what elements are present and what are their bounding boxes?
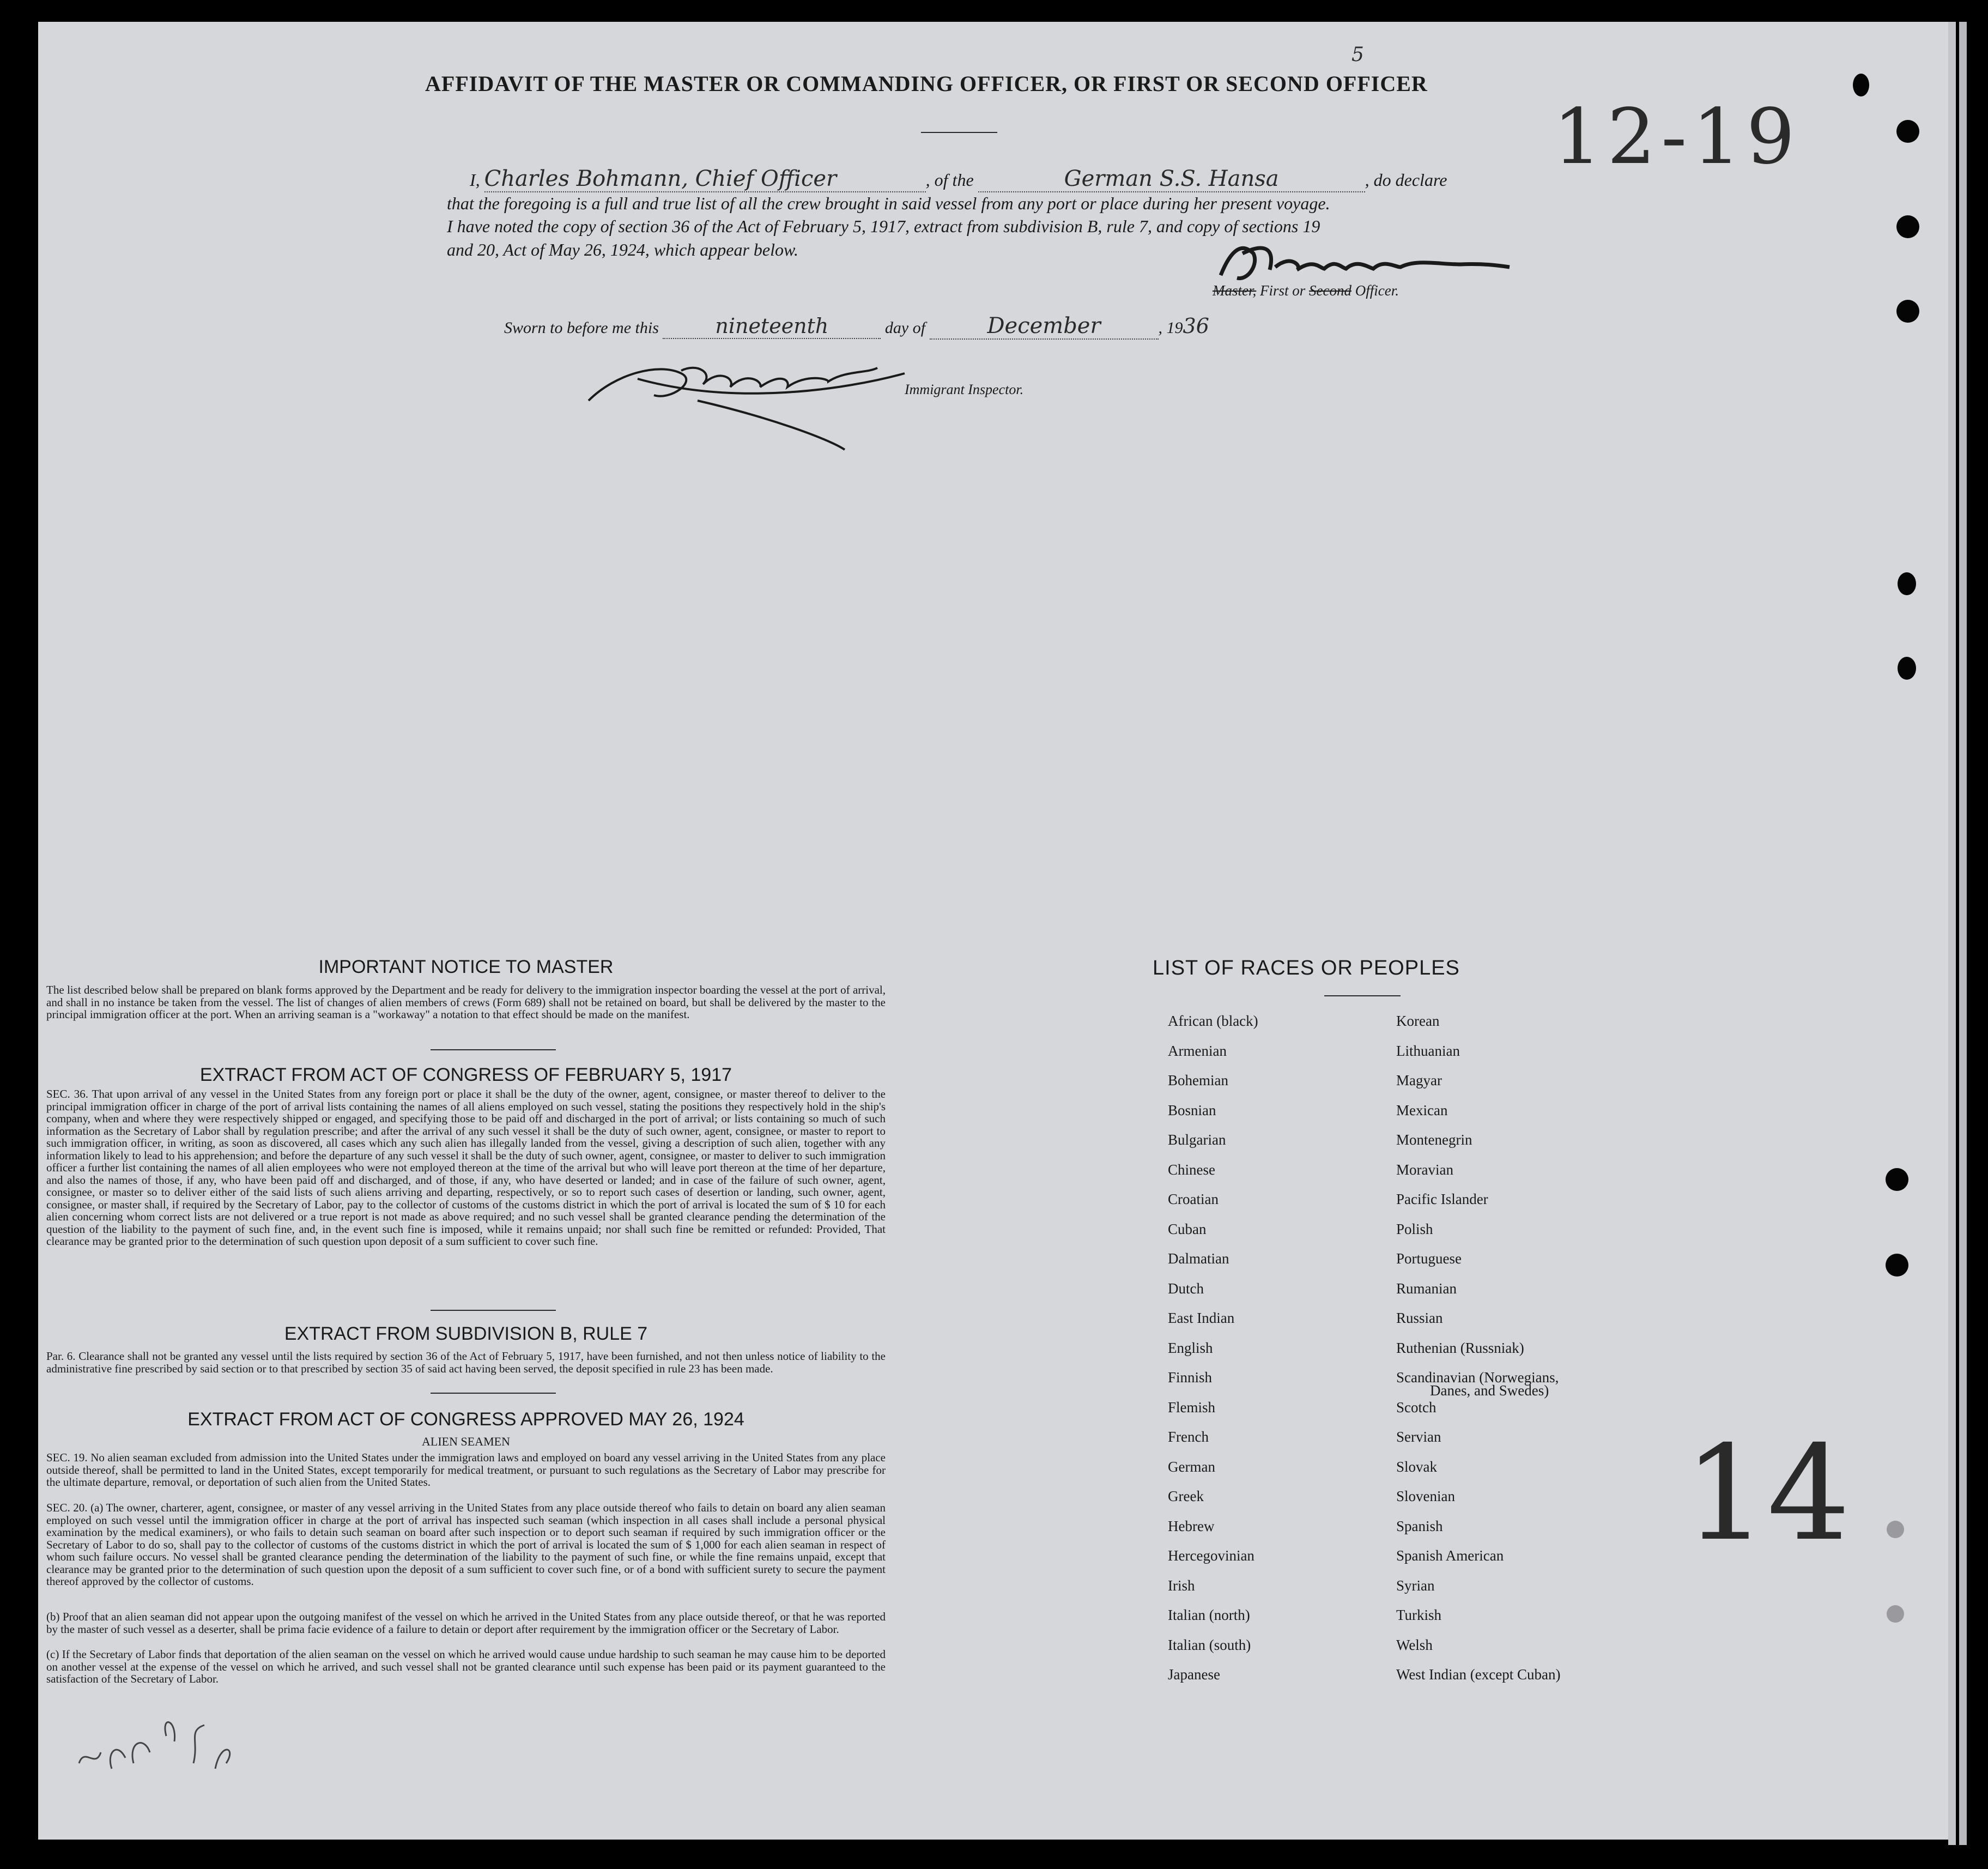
section-divider	[431, 1310, 556, 1311]
affidavit-line-4: and 20, Act of May 26, 1924, which appear below.	[447, 240, 798, 259]
officer-suffix: Officer.	[1355, 282, 1399, 299]
declarant-name: Charles Bohmann, Chief Officer	[484, 166, 926, 192]
race-item: Scandinavian (Norwegians,	[1396, 1369, 1559, 1386]
race-item: Servian	[1396, 1429, 1441, 1445]
race-item: Spanish	[1396, 1517, 1443, 1534]
corner-number: 12-19	[1553, 93, 1801, 182]
punch-hole	[1887, 1605, 1904, 1623]
races-divider	[1324, 995, 1401, 996]
race-item: Turkish	[1396, 1607, 1442, 1623]
punch-hole	[1896, 120, 1919, 143]
race-item: Slovenian	[1396, 1488, 1455, 1504]
extract-1924-sec20c: (c) If the Secretary of Labor finds that deportation of the alien seaman on the vessel on which he arrived would cause undue hardship to such seaman he may cause him to be deported on another vessel at the expense of the vessel on which he arrived, and such vessel shall not be granted clearance until such expense has been paid or its payment guaranteed to the satisfaction of the Secretary of Labor.	[46, 1648, 886, 1685]
race-item: Bulgarian	[1168, 1132, 1226, 1148]
race-item: Mexican	[1396, 1102, 1448, 1118]
extract-1924-subtitle: ALIEN SEAMEN	[422, 1435, 510, 1448]
top-mark: 5	[1351, 44, 1364, 66]
race-item: West Indian (except Cuban)	[1396, 1666, 1561, 1683]
race-item: Armenian	[1168, 1042, 1227, 1059]
extract-rule7-text: Par. 6. Clearance shall not be granted any vessel until the lists required by section 36 of the Act of February 5, 1917, have been furnished, and not then unless notice of liability to the administrative fine prescribed by said section or to that prescribed by section 35 of said act having been served, the deposit specified in rule 23 has been made.	[46, 1350, 886, 1375]
officer-second: Second	[1309, 282, 1351, 299]
race-item: Dalmatian	[1168, 1250, 1229, 1267]
sworn-year: 36	[1183, 314, 1209, 338]
sworn-day-of: day of	[884, 319, 926, 337]
affidavit-line-3: I have noted the copy of section 36 of the Act of February 5, 1917, extract from subdivision B, rule 7, and copy of sections 19	[447, 216, 1320, 236]
page-edge	[1948, 22, 1956, 1845]
race-item: Italian (south)	[1168, 1636, 1251, 1653]
race-item: German	[1168, 1458, 1215, 1475]
extract-1924-sec19: SEC. 19. No alien seaman excluded from admission into the United States under the immigration laws and employed on board any vessel arriving in the United States from any place outside thereof, shall be permitted to land in the United States, except temporarily for medical treatment, or pursuant to such regulations as the Secretary of Labor may prescribe for the ultimate departure, removal, or deportation of such alien from the United States.	[46, 1451, 886, 1489]
punch-hole	[1853, 74, 1869, 96]
affidavit-title: AFFIDAVIT OF THE MASTER OR COMMANDING OFFICER, OR FIRST OR SECOND OFFICER	[425, 71, 1428, 96]
race-item: Welsh	[1396, 1636, 1433, 1653]
race-item: Bosnian	[1168, 1102, 1216, 1118]
line1-prefix: I,	[470, 170, 480, 190]
margin-scribble	[74, 1682, 292, 1780]
page-number: 14	[1684, 1417, 1851, 1570]
race-item: Korean	[1396, 1013, 1440, 1029]
race-item: Flemish	[1168, 1399, 1216, 1416]
line1-of-the: , of the	[925, 170, 974, 190]
race-item: Irish	[1168, 1577, 1195, 1594]
race-item: Montenegrin	[1396, 1132, 1472, 1148]
officer-title	[1213, 282, 1399, 299]
race-item-continuation: Danes, and Swedes)	[1430, 1382, 1549, 1399]
extract-1917-text: SEC. 36. That upon arrival of any vessel in the United States from any foreign port or place it shall be the duty of the owner, agent, consignee, or master thereof to deliver to the principal immigration officer in charge of the port of arrival lists containing the names of all aliens employed on such vessel, stating the positions they respectively hold in the ship's company, when and where they were respectively shipped or engaged, and specifying those to be paid off and discharged in the port of arrival; or lists containing so much of such information as the Secretary of Labor shall by regulation prescribe; and after the arrival of any such vessel it shall be the duty of such owner, agent, consignee, or master to report to such immigration officer, in writing, as soon as discovered, all cases which any such alien has illegally landed from the vessel, giving a description of such alien, together with any information likely to lead to his apprehension; and before the departure of any such vessel it shall be the duty of such owner, agent, consignee, or master to deliver to such immigration officer a further list containing the names of all alien employees who were not employed thereon at the time of the arrival but who will leave port thereon at the time of her departure, and also the names of those, if any, who have been paid off and discharged, and of those, if any, who have deserted or landed; and in case of the failure of such owner, agent, consignee, or master so to deliver either of the said lists of such aliens arriving and departing, respectively, or so to report such cases of desertion or landing, such owner, agent, consignee, or master shall, if required by the Secretary of Labor, pay to the collector of customs of the customs district in which the port of arrival is located the sum of $ 10 for each alien concerning whom correct lists are not delivered or a true report is not made as above required; and no such vessel shall be granted clearance pending the determination of the question of the liability to the payment of such fine, and, in the event such fine is imposed, while it remains unpaid; nor shall such fine be remitted or refunded: Provided, That clearance may be granted prior to the determination of such question upon deposit of a sum sufficient to cover such fine.	[46, 1087, 886, 1248]
race-item: Russian	[1396, 1310, 1443, 1326]
page-edge	[1959, 22, 1967, 1845]
race-item: Ruthenian (Russniak)	[1396, 1339, 1524, 1356]
race-item: English	[1168, 1339, 1213, 1356]
extract-1924-title: EXTRACT FROM ACT OF CONGRESS APPROVED MAY 26, 1924	[187, 1409, 744, 1430]
affidavit-line-2: that the foregoing is a full and true list of all the crew brought in said vessel from any port or place during her present voyage.	[447, 193, 1330, 213]
race-item: Slovak	[1396, 1458, 1438, 1475]
race-item: Dutch	[1168, 1280, 1204, 1297]
race-item: Syrian	[1396, 1577, 1435, 1594]
notice-text: The list described below shall be prepared on blank forms approved by the Department and be ready for delivery to the immigration inspector boarding the vessel at the port of arrival, and shall in no instance be taken from the vessel. The list of changes of alien members of crews (Form 689) shall not be retained on board, but shall be delivered by the master to the principal immigration officer at the port. When an arriving seaman is a "workaway" a notation to that effect should be made on the manifest.	[46, 983, 886, 1021]
punch-hole	[1886, 1254, 1908, 1277]
extract-rule7-title: EXTRACT FROM SUBDIVISION B, RULE 7	[284, 1323, 648, 1344]
punch-hole	[1898, 657, 1916, 680]
punch-hole	[1896, 300, 1919, 323]
vessel-name: German S.S. Hansa	[978, 166, 1365, 192]
inspector-signature	[572, 341, 926, 461]
race-item: Lithuanian	[1396, 1042, 1460, 1059]
sworn-year-prefix: , 19	[1158, 319, 1183, 337]
officer-master: Master,	[1213, 282, 1257, 299]
races-title: LIST OF RACES OR PEOPLES	[1153, 957, 1460, 979]
section-divider	[431, 1393, 556, 1394]
inspector-label: Immigrant Inspector.	[905, 382, 1024, 397]
races-right-column	[1396, 1013, 1560, 1696]
race-item: Japanese	[1168, 1666, 1220, 1683]
race-item: Hebrew	[1168, 1517, 1215, 1534]
race-item: East Indian	[1168, 1310, 1235, 1326]
notice-title: IMPORTANT NOTICE TO MASTER	[318, 957, 614, 977]
extract-1917-title: EXTRACT FROM ACT OF CONGRESS OF FEBRUARY 5, 1917	[199, 1064, 732, 1085]
race-item: African (black)	[1168, 1013, 1258, 1029]
punch-hole	[1898, 572, 1916, 595]
race-item: Croatian	[1168, 1191, 1219, 1207]
sworn-month: December	[930, 313, 1159, 340]
race-item: Magyar	[1396, 1072, 1442, 1088]
race-item: Greek	[1168, 1488, 1204, 1504]
officer-first: First or	[1260, 282, 1306, 299]
race-item: Rumanian	[1396, 1280, 1457, 1297]
extract-1924-sec20b: (b) Proof that an alien seaman did not appear upon the outgoing manifest of the vessel on which he arrived in the United States from any place outside thereof, or that he was reported by the master of such vessel as a deserter, shall be prima facie evidence of a failure to detain or deport after requirement by the immigration officer or the Secretary of Labor.	[46, 1610, 886, 1636]
race-item: Bohemian	[1168, 1072, 1228, 1088]
extract-1924-sec20a: SEC. 20. (a) The owner, charterer, agent, consignee, or master of any vessel arriving in the United States from any place outside thereof who fails to detain on board any alien seaman employed on such vessel until the immigration officer in charge at the port of arrival has inspected such seaman (which inspection in all cases shall include a personal physical examination by the medical examiners), or who fails to detain such seaman on board after such inspection or to deport such seaman if required by such immigration officer or the Secretary of Labor to do so, shall pay to the collector of customs of the customs district in which the port of arrival is located the sum of $ 1,000 for each alien seaman in respect of whom such failure occurs. No vessel shall be granted clearance pending the determination of the liability to the payment of such fine, or while the fine remains unpaid, except that clearance may be granted prior to the determination of such question upon the deposit of a sum sufficient to cover such fine, or of a bond with sufficient surety to secure the payment thereof approved by the collector of customs.	[46, 1501, 886, 1588]
sworn-line	[504, 313, 1209, 340]
race-item: Spanish American	[1396, 1547, 1504, 1564]
race-item: Italian (north)	[1168, 1607, 1250, 1623]
race-item: Finnish	[1168, 1369, 1213, 1386]
line1-suffix: , do declare	[1365, 170, 1447, 190]
race-item: Scotch	[1396, 1399, 1437, 1416]
punch-hole	[1887, 1521, 1904, 1538]
race-item: Hercegovinian	[1168, 1547, 1254, 1564]
race-item: Cuban	[1168, 1220, 1207, 1237]
race-item: Portuguese	[1396, 1250, 1462, 1267]
punch-hole	[1886, 1168, 1908, 1191]
punch-hole	[1896, 215, 1919, 238]
section-divider	[431, 1049, 556, 1050]
race-item: Moravian	[1396, 1161, 1453, 1178]
race-item: French	[1168, 1429, 1209, 1445]
sworn-day: nineteenth	[663, 314, 881, 339]
title-divider	[921, 132, 997, 133]
races-left-column	[1168, 1013, 1258, 1696]
race-item: Polish	[1396, 1220, 1433, 1237]
race-item: Pacific Islander	[1396, 1191, 1488, 1207]
race-item: Chinese	[1168, 1161, 1215, 1178]
sworn-prefix: Sworn to before me this	[504, 319, 659, 337]
affidavit-line-1	[470, 166, 1447, 192]
